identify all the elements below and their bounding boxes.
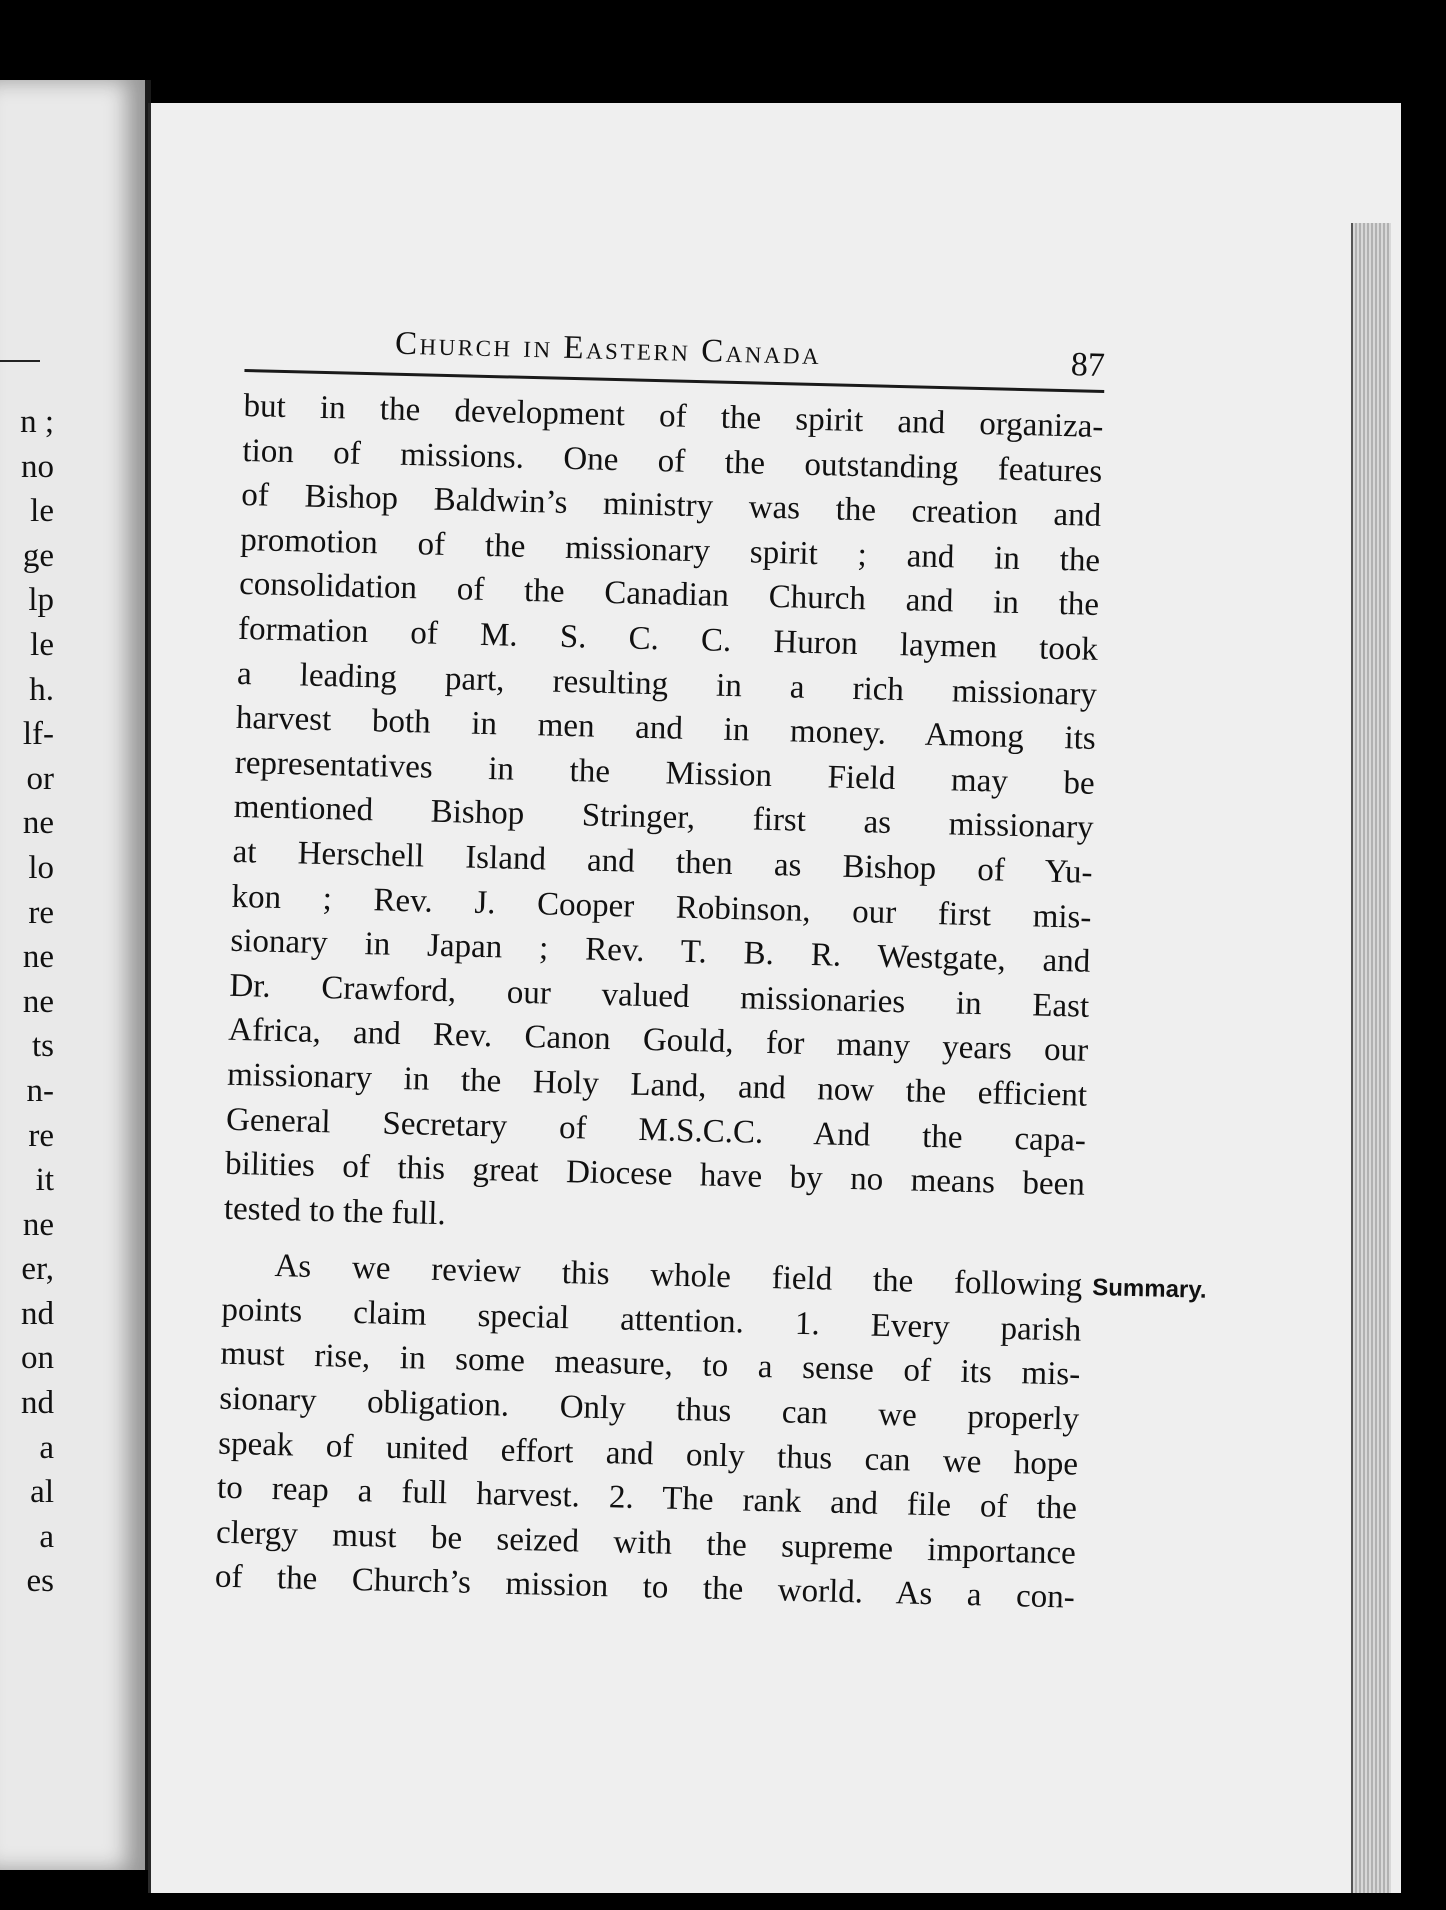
facing-page-fragment: ts xyxy=(31,1028,54,1065)
text-line: consolidation of the Canadian Church and in the xyxy=(238,566,1100,624)
text-line: General Secretary of M.S.C.C. And the capa- xyxy=(225,1101,1087,1159)
facing-page-fragment: lo xyxy=(28,849,54,886)
paragraph-1 xyxy=(223,384,1103,1252)
page xyxy=(148,103,1401,1893)
text-line: clergy must be seized with the supreme importance xyxy=(215,1514,1077,1572)
facing-page-fragment: or xyxy=(26,760,54,797)
facing-page-fragment: al xyxy=(30,1474,54,1511)
facing-page-fragment: lf- xyxy=(22,716,54,753)
facing-page-fragment: re xyxy=(28,1117,54,1154)
facing-page-fragment: ne xyxy=(22,983,54,1020)
text-line: must rise, in some measure, to a sense of its mis- xyxy=(219,1336,1081,1394)
facing-page-fragment: ge xyxy=(22,537,54,574)
text-line: harvest both in men and in money. Among its xyxy=(235,700,1097,758)
page-number: 87 xyxy=(1070,346,1106,384)
facing-page-fragment: it xyxy=(35,1162,54,1199)
text-line: Africa, and Rev. Canon Gould, for many years our xyxy=(227,1012,1089,1070)
text-line: of Bishop Baldwin’s ministry was the creation and xyxy=(240,477,1102,535)
text-line: a leading part, resulting in a rich missionary xyxy=(236,655,1098,713)
text-line: tested to the full. xyxy=(223,1190,447,1232)
text-line: Dr. Crawford, our valued missionaries in East xyxy=(229,967,1090,1025)
text-line: points claim special attention. 1. Every parish xyxy=(221,1291,1082,1349)
facing-page-fragment: ne xyxy=(22,1206,54,1243)
page-edge xyxy=(1351,223,1391,1893)
text-line: to reap a full harvest. 2. The rank and file of the xyxy=(216,1469,1078,1527)
facing-page-fragment: n ; xyxy=(20,404,54,440)
facing-page-fragment: le xyxy=(30,626,54,663)
facing-page-header-rule xyxy=(0,360,40,362)
text-line: tion of missions. One of the outstanding features xyxy=(242,432,1103,490)
text-line: speak of united effort and only thus can we hope xyxy=(217,1425,1079,1483)
facing-page-fragment: a xyxy=(39,1429,54,1466)
facing-page-fragment: on xyxy=(21,1340,54,1377)
facing-page-fragment: lp xyxy=(28,582,54,619)
text-line: representatives in the Mission Field may be xyxy=(234,744,1096,802)
facing-page-fragment: h. xyxy=(29,671,54,708)
facing-page-fragment: nd xyxy=(21,1385,54,1422)
text-line: As we review this whole field the following xyxy=(274,1248,1083,1305)
facing-page-fragment: nd xyxy=(21,1295,54,1332)
facing-page-fragment: es xyxy=(26,1563,54,1600)
facing-page-fragment: ne xyxy=(22,939,54,976)
text-line: formation of M. S. C. C. Huron laymen took xyxy=(237,610,1099,668)
text-line: at Herschell Island and then as Bishop of Yu- xyxy=(232,833,1093,891)
text-line: promotion of the missionary spirit ; and in the xyxy=(239,521,1101,579)
facing-page-fragment: ne xyxy=(22,805,54,842)
page-header xyxy=(245,308,1106,389)
facing-page-fragment: no xyxy=(21,448,54,485)
facing-page-fragment: er, xyxy=(21,1251,54,1288)
text-line: bilities of this great Diocese have by no means been xyxy=(224,1145,1086,1203)
body-text xyxy=(214,384,1207,1621)
facing-page xyxy=(0,80,151,1870)
text-line: kon ; Rev. J. Cooper Robinson, our first mis- xyxy=(231,878,1092,936)
text-line: but in the development of the spirit and organiza- xyxy=(243,387,1104,445)
running-head: Church in Eastern Canada xyxy=(394,325,822,373)
facing-page-fragment: a xyxy=(39,1518,54,1555)
text-line: of the Church’s mission to the world. As a con- xyxy=(214,1559,1076,1617)
margin-note: Summary. xyxy=(1091,1274,1207,1305)
text-line: missionary in the Holy Land, and now the efficient xyxy=(226,1056,1088,1114)
page-content xyxy=(214,308,1207,1621)
facing-page-fragment: re xyxy=(28,894,54,931)
paragraph-2 xyxy=(214,1243,1207,1621)
facing-page-line-endings xyxy=(0,400,60,1604)
text-line: sionary obligation. Only thus can we properly xyxy=(218,1380,1080,1438)
facing-page-fragment: le xyxy=(30,493,54,530)
text-line: mentioned Bishop Stringer, first as missionary xyxy=(233,789,1094,847)
text-line: sionary in Japan ; Rev. T. B. R. Westgate, and xyxy=(230,922,1091,980)
facing-page-fragment: n- xyxy=(26,1072,54,1109)
